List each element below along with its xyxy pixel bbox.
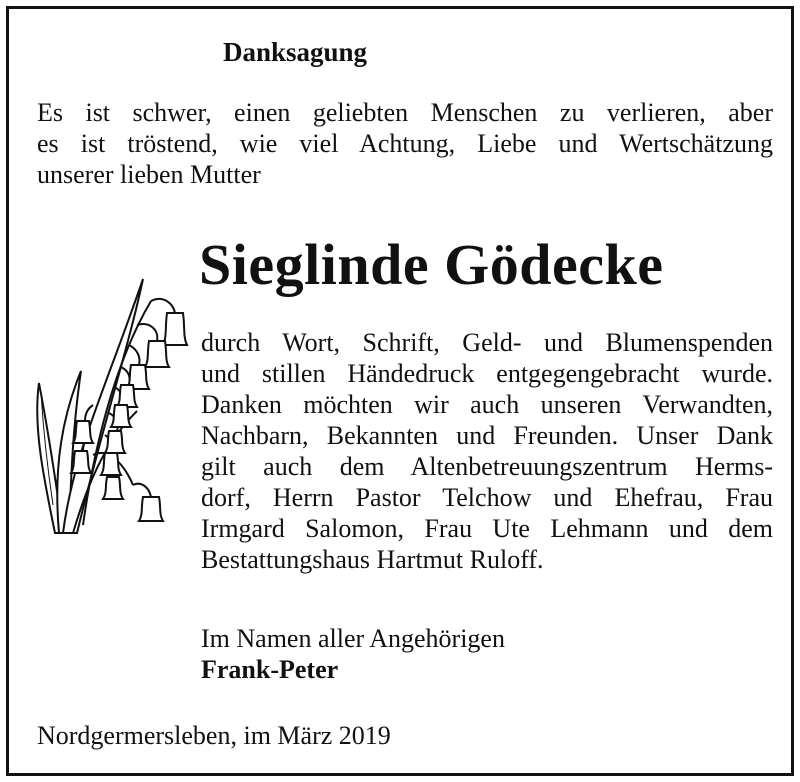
place-date: Nordgermersleben, im März 2019 (37, 721, 391, 750)
intro-line: Es ist schwer, einen geliebten Menschen zu verlieren, aber (37, 98, 773, 127)
intro-text (37, 97, 773, 190)
body-line: Nachbarn, Bekannten und Freunden. Unser Dank (201, 421, 773, 450)
body-text (201, 327, 773, 575)
notice-frame (6, 6, 794, 776)
body-line: durch Wort, Schrift, Geld- und Blumenspenden (201, 328, 773, 357)
deceased-name: Sieglinde Gödecke (199, 232, 664, 297)
notice-heading: Danksagung (222, 37, 368, 67)
closing-block (201, 623, 505, 685)
closing-text: Im Namen aller Angehörigen (201, 624, 505, 653)
intro-line: es ist tröstend, wie viel Achtung, Liebe und Wertschätzung (37, 129, 773, 158)
body-line: Danken möchten wir auch unseren Verwandten, (201, 390, 773, 419)
lily-of-the-valley-icon (33, 275, 195, 537)
body-line: dorf, Herrn Pastor Telchow und Ehefrau, Frau (201, 483, 773, 512)
body-line: Irmgard Salomon, Frau Ute Lehmann und dem (201, 514, 773, 543)
body-line: Bestattungshaus Hartmut Ruloff. (201, 545, 544, 574)
body-line: und stillen Händedruck entgegengebracht wurde. (201, 359, 773, 388)
signer-name: Frank-Peter (201, 655, 339, 684)
intro-line: unserer lieben Mutter (37, 160, 261, 189)
body-line: gilt auch dem Altenbetreuungszentrum Herms- (201, 452, 773, 481)
